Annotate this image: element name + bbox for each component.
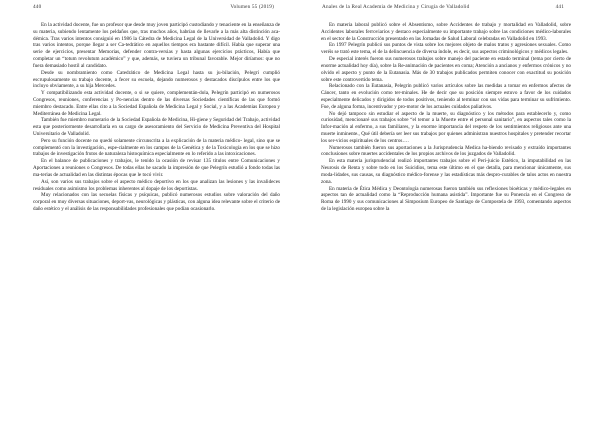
body-paragraph: En materia laboral publicó sobre el Absentismo, sobre Accidentes de trabajo y mortalidad en Valladolid, sobre Accidentes laborales ferroviarios y destaco especialmente su importante trabajo sobre las condiciones médico-laborales en el sector de la Construcción presentado en las Jornadas de Salud Laboral celebradas en Valladolid en 1993. bbox=[321, 22, 571, 42]
body-paragraph: En 1997 Pelegrín publicó sus puntos de vista sobre los mejores objeto de malos tratos y agresiones sexuales. Como veréis se trató este tema, el de la delincuencia de diversa índole, es decir, sus aspectos criminológicos y médicos legales. bbox=[321, 42, 571, 56]
right-page bbox=[300, 0, 600, 423]
body-paragraph: Muy relacionados con las secuelas físicas y psíquicas, publicó numerosos estudios sobre valoración del daño corporal en muy diversas situaciones, deport-vas, neurológicas y plásticas, con alguna idea relevante sobre el criterio de daño estético y el análisis de las responsabilidades profesionales que podían ocasionarlo. bbox=[33, 192, 280, 212]
body-paragraph: Desde su nombramiento como Catedrático de Medicina Legal hasta su ju-bilación, Pelegrí cumplió escrupulosamente su trabajo docente, a fecer su escuela, dejando numerosos y destacados discípulos entre los que incluyo obviamente, a su hija Mercedes. bbox=[33, 69, 280, 90]
right-page-body bbox=[321, 22, 571, 213]
body-paragraph: Numerosos también fueron sus aportaciones a la Jurisprudencia Medica ha-biendo revisado y extraído importantes conclusiones sobre muertes accidentales de los propios archivos de los juzgados de Valladolid. bbox=[321, 144, 571, 158]
body-paragraph: De especial interés fueron sus numerosos trabajos sobre manejo del paciente en estado terminal (tema por cierto de enorme actualidad hoy día), sobre la Re-animación de pacientes en coma; Atención a ancianos y enfermos crónicos y no olvido el aspecto y punto de la Eutanasia. Más de 30 trabajos publicados permiten conocer con exactitud su posición sobre este controvertido tema. bbox=[321, 56, 571, 83]
body-paragraph: En la actividad docente, fue un profesor que desde muy joven participó custodiando y tenaciente en la enseñanza de su materia, subiendo lentamente los peldaños que, tras muchos años, habrían de llevarle a la más alta distinción aca-démica. Tras varios intentos consiguió en 1986 la Cátedra de Medicina Legal de la Universidad de Valladolid. Y digo tras varios intentos, porque llegar a ser Ca-tedrático en aquellos tiempos era bastante difícil. Había que superar una serie de ejercicios, presentar Memorias, defender contra-versias y hasta algunas ejercicios prácticos, Había que completar un “totum revolutum académico” y que, además, se tuviera un tribunal favorable. Mejor diríamos: que no fuera demasiado hostil al candidato. bbox=[33, 22, 280, 69]
right-page-number: 441 bbox=[555, 4, 564, 10]
body-paragraph: No dejó tampoco sin estudiar el aspecto de la muerte, su diagnóstico y los métodos para establecerlo y, como curiosidad, mencionaré sus trabajos sobre “el temor a la Muerte entre el personal sanitario”, en aspectos tales como la Infor-mación al enfermo, a sus familiares, y la enorme importancia del respeto de los sentimientos religiosos ante una muerte inminente., Qué útil debería ser leer sus trabajos por quienes administran nuestros hospitales y pretender recortar los ser-vicios espirituales de los centros…. bbox=[321, 110, 571, 144]
right-running-head: Anales de la Real Academia de Medicina y Cirugía de Valladolid bbox=[322, 4, 470, 10]
body-paragraph: En esta materia jurisprudencial realizó importantes trabajos sobre el Peri-juicio Estético, la imputabilidad en las Neurosis de Renta y sobre todo en los Suicidios, tema este último en el que detalla, para mencionar únicamente, sus moda-lidades, sus causas, su diagnóstico médico-forense y las estadísticas más despro-curables de talos actos en nuestra zona. bbox=[321, 158, 571, 185]
left-page-header bbox=[33, 4, 274, 13]
body-paragraph: Relacionado con la Eutanasia, Pelegrín publicó varios artículos sobre las medidas a tomar en enfermos afectos de Cáncer, tanto en evolución como ter-minales. He de decir que su posición siempre estuvo a favor de los cuidados especialmente delicados y dirigidos de todos positivos, teniendo al terminar con sus vidas para terminar su sufrimiento. Fue, de alguna forma, incentivador y pro-motor de los actuales cuidados paliativos. bbox=[321, 83, 571, 110]
body-paragraph: También fue miembro numerario de la Sociedad Española de Medicina, Hi-giene y Seguridad del Trabajo, actividad esta que posteriormente desarrollaría en su cargo de asesoramiento del Servicio de Medicina Preventiva del Hospital Universitario de Valladolid. bbox=[33, 117, 280, 137]
right-page-header bbox=[322, 4, 564, 13]
left-page-body bbox=[33, 22, 280, 213]
left-page-number: 440 bbox=[33, 4, 42, 10]
body-paragraph: Pero su función docente no quedó solamente circunscrita a la explicación de la materia médico- legal, sino que se complementó con la investigación., espe-cialmente en los campos de la Genética y de la Toxicología en los que se hizo trabajos de investigación frutos de naturaleza histoquímica especialmente en lo referido a las intoxicaciones. bbox=[33, 137, 280, 158]
body-paragraph: En el balance de publicaciones y trabajos, le tenido la ocasión de revisar 135 títulos entre Comunicaciones y Aportaciones a reuniones o Congresos. De todas ellas he sacado la impresión de que Pelegrín estudió a fondo todas las ma-terias de actualidad en las distintas épocas que le tocó vivir. bbox=[33, 158, 280, 178]
body-paragraph: Así, son varios sus trabajos sobre el aspecto médico deportivo en los que analizan las lesiones y las invalideces residuales como asimismo los problemas inherentes al dopaje de los deportistas. bbox=[33, 178, 280, 192]
body-paragraph: En materia de Ética Médica y Deontología numerosas fueron también sus reflexiones bioéticas y médico-legales en aspectos tan de actualidad como la “Reproducción humana asistida”. Importante fue su Ponencia en el Congreso de Roma de 1990 y sus comunicaciones al Simposium Europeo de Santiago de Compostela de 1993, comentando aspectos de la legislación europea sobre la bbox=[321, 185, 571, 212]
body-paragraph: Y compatibilizando esta actividad docente, o si se quiere, complementán-dola, Pelegrín participó en numerosos Congresos, reuniones, conferencias y Po-nencias dentro de las diversas Sociedades científicas de las que formó miembro destacado. Entre ellas cito a la Sociedad Española de Medicina Legal y Social, y a las Academias Europea y Mediterránea de Medicina Legal. bbox=[33, 90, 280, 117]
left-running-head: Volumen 55 (2019) bbox=[230, 4, 274, 10]
